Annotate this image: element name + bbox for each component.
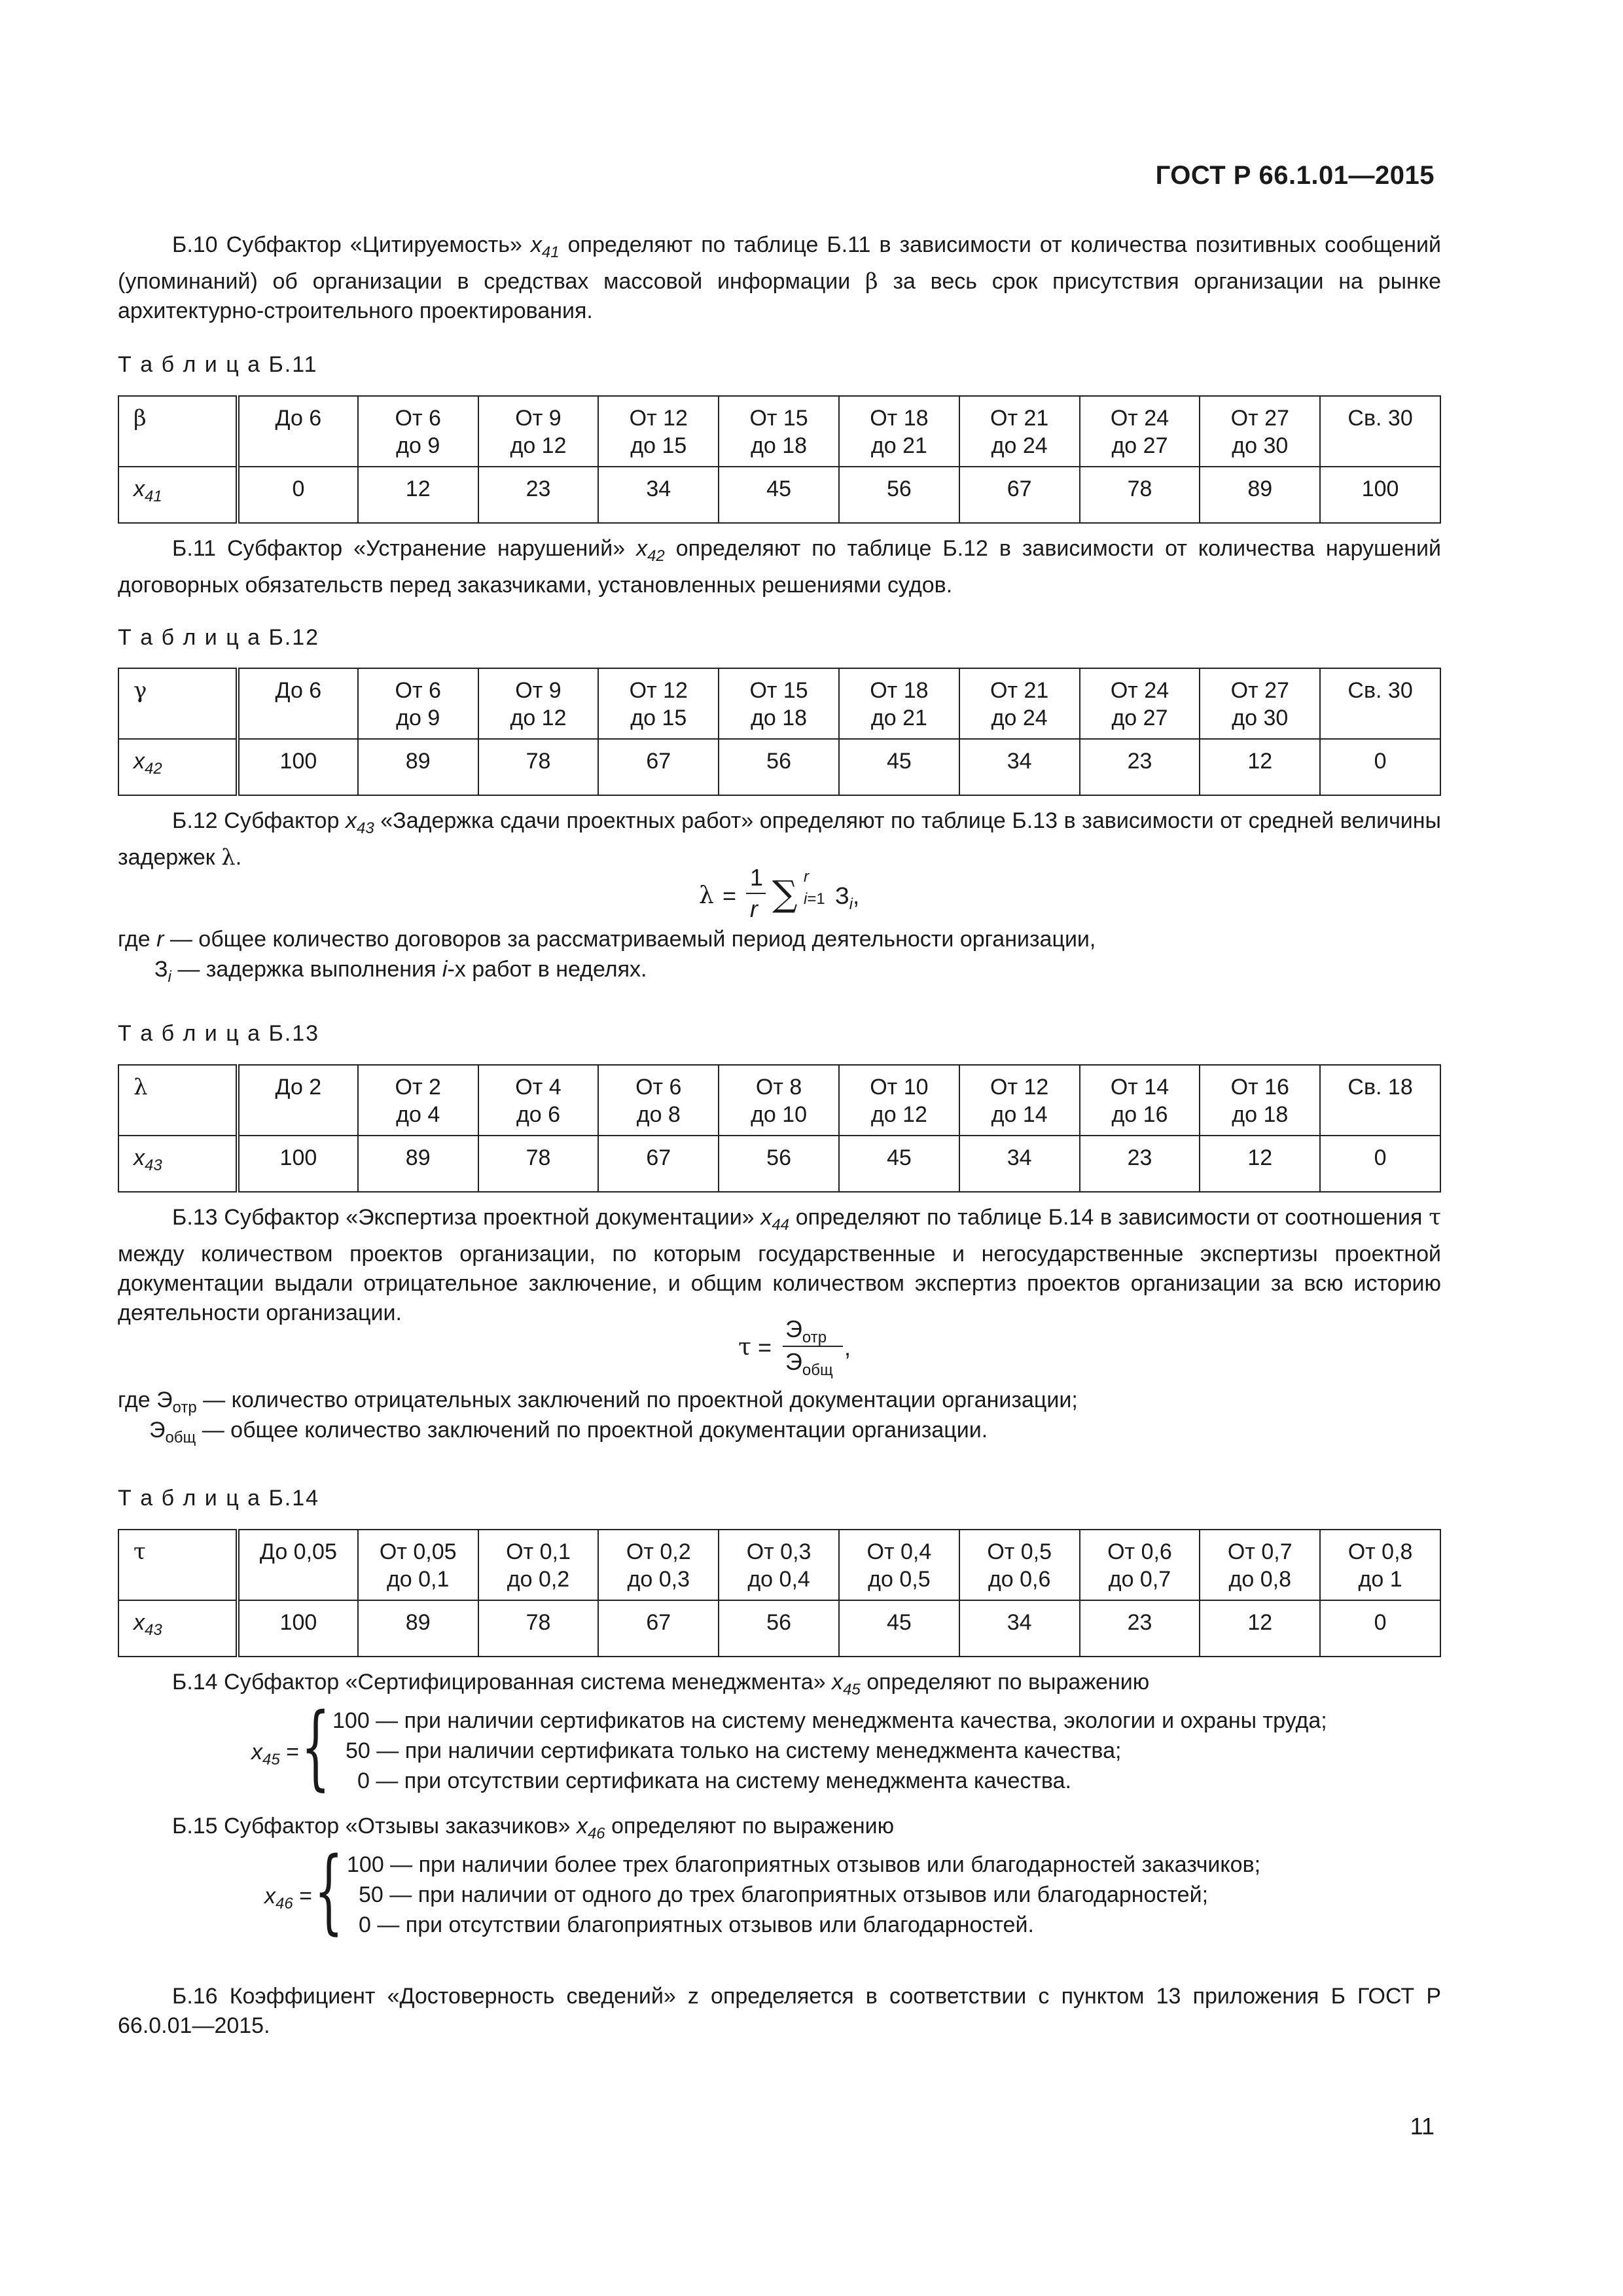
range-header-cell: До 6 [238, 396, 358, 467]
range-header-cell: От 0,2 до 0,3 [598, 1530, 719, 1600]
score-value-cell: 67 [598, 1136, 719, 1192]
score-value-cell: 34 [959, 739, 1080, 795]
score-value-cell: 89 [358, 1600, 478, 1657]
range-header-cell: От 24 до 27 [1080, 396, 1200, 467]
range-header-cell: До 6 [238, 668, 358, 739]
range-header-cell: От 12 до 14 [959, 1065, 1080, 1136]
paragraph-b11: Б.11 Субфактор «Устранение нарушений» $x_{42}$ определяют по таблице Б.12 в зависимости от количества нарушений договорных обязательств перед заказчиками, установленных решениями судов. [118, 536, 1441, 598]
table-value-row [118, 1600, 1440, 1657]
score-value-cell: 23 [1080, 1600, 1200, 1657]
score-value-cell: 45 [839, 1600, 959, 1657]
range-header-cell: От 14 до 16 [1080, 1065, 1200, 1136]
score-value-cell: 56 [839, 467, 959, 523]
range-header-cell: От 0,6 до 0,7 [1080, 1530, 1200, 1600]
range-header-cell: От 2 до 4 [358, 1065, 478, 1136]
row-label-x42: $x_{42}$ [118, 739, 238, 795]
table-b14-caption: Т а б л и ц а Б.14 [118, 1486, 320, 1511]
row-label-beta: β [118, 396, 238, 467]
var-x46: $x_{46}$ = [264, 1884, 313, 1912]
b10-lead: Б.10 Субфактор «Цитируемость» [172, 232, 531, 257]
range-header-cell: От 21 до 24 [959, 668, 1080, 739]
score-value-cell: 89 [358, 1136, 478, 1192]
row-label-lambda: λ [118, 1065, 238, 1136]
score-value-cell: 12 [1200, 1136, 1320, 1192]
table-b14 [118, 1529, 1441, 1657]
table-header-row [118, 1530, 1440, 1600]
range-header-cell: От 10 до 12 [839, 1065, 959, 1136]
where-e-otr: где $Э_{отр}$ — количество отрицательных заключений по проектной документации организации; [118, 1388, 1078, 1416]
score-value-cell: 67 [598, 1600, 719, 1657]
x46-case-3: 0 — при отсутствии благоприятных отзывов или благодарностей. [359, 1912, 1034, 1937]
range-header-cell: От 0,8 до 1 [1320, 1530, 1440, 1600]
range-header-cell: От 0,4 до 0,5 [839, 1530, 959, 1600]
score-value-cell: 0 [238, 467, 358, 523]
score-value-cell: 78 [478, 1600, 599, 1657]
range-header-cell: От 12 до 15 [598, 396, 719, 467]
score-value-cell: 23 [1080, 1136, 1200, 1192]
x45-case-2: 50 — при наличии сертификата только на систему менеджмента качества; [346, 1738, 1122, 1763]
row-label-x41: $x_{41}$ [118, 467, 238, 523]
range-header-cell: От 9 до 12 [478, 396, 599, 467]
row-label-tau: τ [118, 1530, 238, 1600]
table-b12 [118, 668, 1441, 796]
table-b13 [118, 1064, 1441, 1193]
range-header-cell: От 0,05 до 0,1 [358, 1530, 478, 1600]
range-header-cell: От 0,1 до 0,2 [478, 1530, 599, 1600]
page-number: 11 [1410, 2113, 1435, 2140]
score-value-cell: 0 [1320, 1136, 1440, 1192]
score-value-cell: 12 [358, 467, 478, 523]
range-header-cell: До 2 [238, 1065, 358, 1136]
brace-x46: { [314, 1838, 344, 1945]
paragraph-b12: Б.12 Субфактор $x_{43}$ «Задержка сдачи проектных работ» определяют по таблице Б.13 в зависимости от средней величины задержек λ. [118, 808, 1441, 870]
range-header-cell: От 27 до 30 [1200, 668, 1320, 739]
score-value-cell: 78 [478, 1136, 599, 1192]
score-value-cell: 0 [1320, 739, 1440, 795]
score-value-cell: 45 [719, 467, 839, 523]
range-header-cell: Св. 18 [1320, 1065, 1440, 1136]
x46-case-1: 100 — при наличии более трех благоприятных отзывов или благодарностей заказчиков; [347, 1852, 1261, 1877]
where-r: где r — общее количество договоров за рассматриваемый период деятельности организации, [118, 927, 1096, 952]
score-value-cell: 23 [1080, 739, 1200, 795]
score-value-cell: 89 [358, 739, 478, 795]
table-value-row [118, 467, 1440, 523]
score-value-cell: 89 [1200, 467, 1320, 523]
table-b11 [118, 395, 1441, 524]
score-value-cell: 56 [719, 1136, 839, 1192]
score-value-cell: 12 [1200, 1600, 1320, 1657]
where-zi: $З_i$ — задержка выполнения i-х работ в неделях. [154, 957, 647, 986]
x45-case-1: 100 — при наличии сертификатов на систему менеджмента качества, экологии и охраны труда; [332, 1708, 1327, 1733]
table-value-row [118, 1136, 1440, 1192]
score-value-cell: 100 [238, 1600, 358, 1657]
range-header-cell: До 0,05 [238, 1530, 358, 1600]
range-header-cell: От 8 до 10 [719, 1065, 839, 1136]
score-value-cell: 34 [598, 467, 719, 523]
var-x41: $x_{41}$ [530, 232, 560, 261]
x45-case-3: 0 — при отсутствии сертификата на систему менеджмента качества. [357, 1768, 1071, 1793]
range-header-cell: От 6 до 8 [598, 1065, 719, 1136]
range-header-cell: Св. 30 [1320, 396, 1440, 467]
paragraph-b14: Б.14 Субфактор «Сертифицированная система менеджмента» $x_{45}$ определяют по выражению [172, 1670, 1150, 1698]
score-value-cell: 100 [238, 1136, 358, 1192]
document-page: ГОСТ Р 66.1.01—2015 Б.10 Субфактор «Цитируемость» $x_{41}$ определяют по таблице Б.11 в зависимости от количества позитивных сообщений (упоминаний) об организации в средствах массовой информации β за весь срок присутствия организации на рынке архитектурно-строительного проектирования. Т а б л и ц а Б.11 β До 6 От 6 до 9 От 9 до 12 От 12 до 15 От 15 до 18 От 18 до 21 От 21 до 24 От 24 до 27 От 27 до 30 Св. 30 $x_{41}$ 0 12 23 34 45 56 67 78 89 100 Б.11 Субфактор «Устранение нарушений» $x_{42}$ определяют по таблице Б.12 в зависимости от количества нарушений договорных обязательств перед заказчиками, установленных решениями судов. Т а б л и ц а Б.12 γ До 6 От 6 до 9 От 9 до 12 От 12 до 15 От 15 до 18 От 18 до 21 От 21 до 24 От 24 до 27 От 27 до 30 Св. 30 $x_{42}$ 100 89 78 67 56 45 34 23 12 0 Б.12 Субфактор $x_{43}$ «Задержка сдачи проектных работ» определяют по таблице Б.13 в зависимости от средней величины задержек λ. λ = 1 r ∑ r i=1 $З_i$, где r — общее количество договоров за рассматриваемый период деятельности организации, $З_i$ — задержка выполнения i-х работ в неделях. Т а б л и ц а Б.13 λ До 2 От 2 до 4 От 4 до 6 От 6 до 8 От 8 до 10 От 10 до 12 От 12 до 14 От 14 до 16 От 16 до 18 Св. 18 $x_{43}$ 100 89 78 67 56 45 34 23 12 0 Б.13 Субфактор «Экспертиза проектной документации» $x_{44}$ определяют по таблице Б.14 в зависимости от соотношения τ между количеством проектов организации, по которым государственные и негосударственные экспертизы проектной документации выдали отрицательное заключение, и общим количеством экспертиз проектов организации за всю историю деятельности организации. τ = $Э_{отр}$ $Э_{общ}$ , где $Э_{отр}$ — количество отрицательных заключений по проектной документации организации; $Э_{общ}$ — общее количество заключений по проектной документации организации. Т а б л и ц а Б.14 τ До 0,05 От 0,05 до 0,1 От 0,1 до 0,2 От 0,2 до 0,3 От 0,3 до 0,4 От 0,4 до 0,5 От 0,5 до 0,6 От 0,6 до 0,7 От 0,7 до 0,8 От 0,8 до 1 $x_{43}$ 100 89 78 67 56 45 34 23 12 0 Б.14 Субфактор «Сертифицированная система менеджмента» $x_{45}$ определяют по выражению $x_{45}$ = { 100 — при наличии сертификатов на систему менеджмента качества, экологии и охраны труда; 50 — при наличии сертификата только на систему менеджмента качества; 0 — при отсутствии сертификата на систему менеджмента качества. Б.15 Субфактор «Отзывы заказчиков» $x_{46}$ определяют по выражению $x_{46}$ = { 100 — при наличии более трех благоприятных отзывов или благодарностей заказчиков; 50 — при наличии от одного до трех благоприятных отзывов или благодарностей; 0 — при отсутствии благоприятных отзывов или благодарностей. Б.16 Коэффициент «Достоверность сведений» z определяется в соответствии с пунктом 13 приложения Б ГОСТ Р 66.0.01—2015. 11 [118, 161, 1442, 2140]
range-header-cell: От 4 до 6 [478, 1065, 599, 1136]
table-b12-caption: Т а б л и ц а Б.12 [118, 625, 320, 650]
score-value-cell: 100 [238, 739, 358, 795]
score-value-cell: 78 [478, 739, 599, 795]
row-label-gamma: γ [118, 668, 238, 739]
score-value-cell: 67 [959, 467, 1080, 523]
range-header-cell: От 0,7 до 0,8 [1200, 1530, 1320, 1600]
range-header-cell: От 0,3 до 0,4 [719, 1530, 839, 1600]
range-header-cell: Св. 30 [1320, 668, 1440, 739]
table-b13-caption: Т а б л и ц а Б.13 [118, 1021, 320, 1046]
paragraph-b10: Б.10 Субфактор «Цитируемость» $x_{41}$ определяют по таблице Б.11 в зависимости от количества позитивных сообщений (упоминаний) об организации в средствах массовой информации β за весь срок присутствия организации на рынке архитектурно-строительного проектирования. [118, 232, 1442, 323]
score-value-cell: 45 [839, 1136, 959, 1192]
brace-x45: { [301, 1694, 330, 1801]
score-value-cell: 67 [598, 739, 719, 795]
where-e-obsh: $Э_{общ}$ — общее количество заключений по проектной документации организации. [149, 1418, 988, 1446]
score-value-cell: 100 [1320, 467, 1440, 523]
range-header-cell: От 6 до 9 [358, 396, 478, 467]
paragraph-b16: Б.16 Коэффициент «Достоверность сведений» z определяется в соответствии с пунктом 13 приложения Б ГОСТ Р 66.0.01—2015. [118, 1984, 1441, 2038]
range-header-cell: От 12 до 15 [598, 668, 719, 739]
document-code-header: ГОСТ Р 66.1.01—2015 [1155, 161, 1435, 190]
score-value-cell: 45 [839, 739, 959, 795]
table-header-row [118, 668, 1440, 739]
range-header-cell: От 16 до 18 [1200, 1065, 1320, 1136]
row-label-x43-b14: $x_{43}$ [118, 1600, 238, 1657]
score-value-cell: 56 [719, 739, 839, 795]
range-header-cell: От 15 до 18 [719, 396, 839, 467]
range-header-cell: От 9 до 12 [478, 668, 599, 739]
paragraph-b15: Б.15 Субфактор «Отзывы заказчиков» $x_{46}$ определяют по выражению [172, 1814, 895, 1842]
row-label-x43: $x_{43}$ [118, 1136, 238, 1192]
range-header-cell: От 15 до 18 [719, 668, 839, 739]
score-value-cell: 56 [719, 1600, 839, 1657]
range-header-cell: От 27 до 30 [1200, 396, 1320, 467]
table-header-row [118, 1065, 1440, 1136]
range-header-cell: От 0,5 до 0,6 [959, 1530, 1080, 1600]
table-b11-caption: Т а б л и ц а Б.11 [118, 352, 318, 377]
x46-case-2: 50 — при наличии от одного до трех благоприятных отзывов или благодарностей; [359, 1882, 1209, 1907]
range-header-cell: От 18 до 21 [839, 668, 959, 739]
score-value-cell: 34 [959, 1600, 1080, 1657]
table-header-row [118, 396, 1440, 467]
score-value-cell: 23 [478, 467, 599, 523]
score-value-cell: 34 [959, 1136, 1080, 1192]
var-x45: $x_{45}$ = [251, 1740, 300, 1768]
score-value-cell: 12 [1200, 739, 1320, 795]
table-value-row [118, 739, 1440, 795]
range-header-cell: От 18 до 21 [839, 396, 959, 467]
score-value-cell: 78 [1080, 467, 1200, 523]
paragraph-b13: Б.13 Субфактор «Экспертиза проектной документации» $x_{44}$ определяют по таблице Б.14 в зависимости от соотношения τ между количеством проектов организации, по которым государственные и негосударственные экспертизы проектной документации выдали отрицательное заключение, и общим количеством экспертиз проектов организации за всю историю деятельности организации. [118, 1204, 1441, 1325]
range-header-cell: От 6 до 9 [358, 668, 478, 739]
range-header-cell: От 21 до 24 [959, 396, 1080, 467]
range-header-cell: От 24 до 27 [1080, 668, 1200, 739]
score-value-cell: 0 [1320, 1600, 1440, 1657]
